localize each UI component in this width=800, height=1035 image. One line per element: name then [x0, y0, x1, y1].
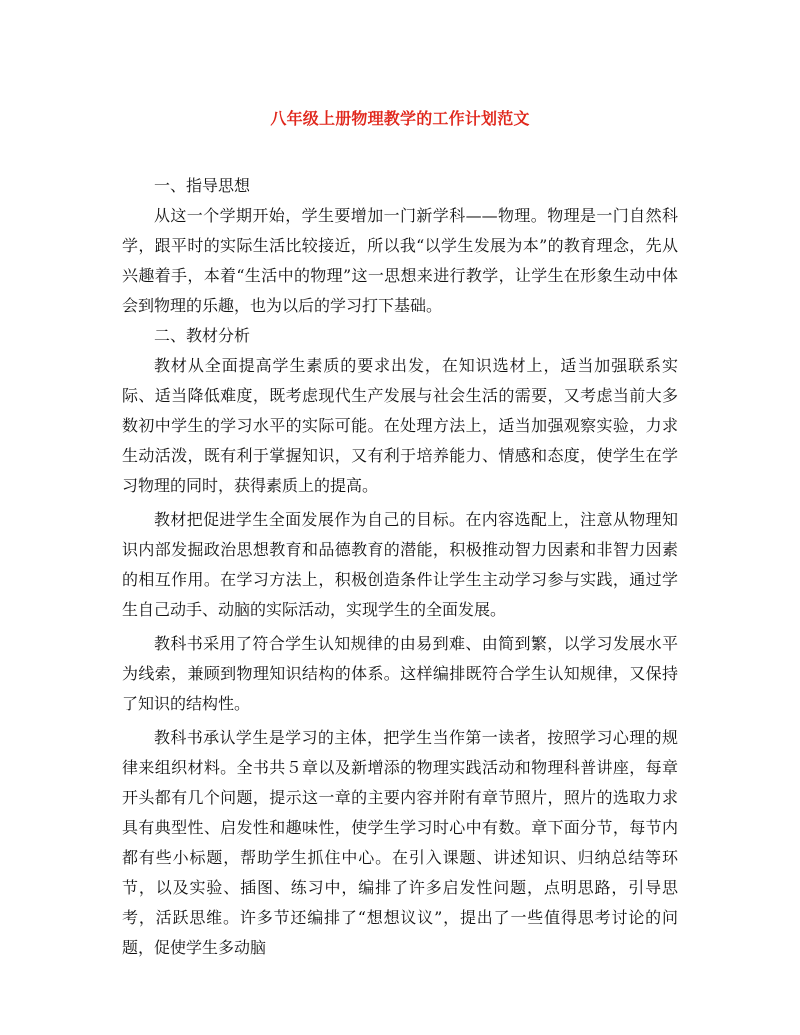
- section-heading-guiding-ideology: 一、指导思想: [154, 176, 251, 195]
- paragraph-textbook-analysis-1: 教材从全面提高学生素质的要求出发，在知识选材上，适当加强联系实际、适当降低难度，既考虑现代生产发展与社会生活的需要，又考虑当前大多数初中学生的学习水平的实际可能。在处理方法上，适当加强观察实验，力求生动活泼，既有利于掌握知识，又有利于培养能力、情感和态度，使学生在学习物理的同时，获得素质上的提高。: [122, 356, 678, 495]
- document-title: 八年级上册物理教学的工作计划范文: [270, 109, 530, 128]
- document-body: [122, 171, 678, 963]
- section-heading-textbook-analysis: 二、教材分析: [154, 326, 251, 345]
- paragraph-textbook-analysis-2: 教材把促进学生全面发展作为自己的目标。在内容选配上，注意从物理知识内部发掘政治思想教育和品德教育的潜能，积极推动智力因素和非智力因素的相互作用。在学习方法上，积极创造条件让学生主动学习参与实践，通过学生自己动手、动脑的实际活动，实现学生的全面发展。: [122, 510, 678, 619]
- paragraph-textbook-analysis-4: 教科书承认学生是学习的主体，把学生当作第一读者，按照学习心理的规律来组织材料。全书共５章以及新增添的物理实践活动和物理科普讲座，每章开头都有几个问题，提示这一章的主要内容并附有章节照片，照片的选取力求具有典型性、启发性和趣味性，使学生学习时心中有数。章下面分节，每节内都有些小标题，帮助学生抓住中心。在引入课题、讲述知识、归纳总结等环节，以及实验、插图、练习中，编排了许多启发性问题，点明思路，引导思考，活跃思维。许多节还编排了“想想议议”，提出了一些值得思考讨论的问题，促使学生多动脑: [122, 728, 678, 957]
- paragraph-guiding-ideology: 从这一个学期开始，学生要增加一门新学科——物理。物理是一门自然科学，跟平时的实际生活比较接近，所以我“以学生发展为本”的教育理念，先从兴趣着手，本着“生活中的物理”这一思想来进行教学，让学生在形象生动中体会到物理的乐趣，也为以后的学习打下基础。: [122, 206, 678, 315]
- paragraph-textbook-analysis-3: 教科书采用了符合学生认知规律的由易到难、由简到繁，以学习发展水平为线索，兼顾到物理知识结构的体系。这样编排既符合学生认知规律，又保持了知识的结构性。: [122, 634, 678, 713]
